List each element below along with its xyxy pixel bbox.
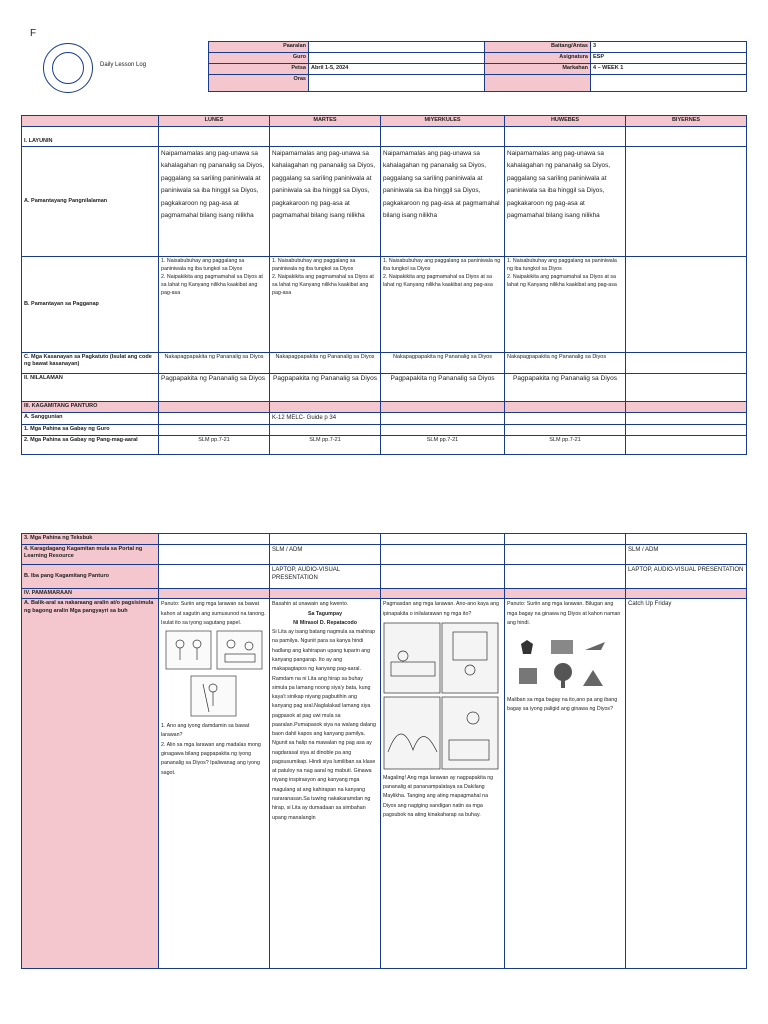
day-header: LUNES bbox=[159, 116, 270, 127]
cell-text: 2. Naipakikita ang pagmamahal sa Diyos at sa lahat ng Kanyang nilikha kaakibat ang pag-asa bbox=[272, 273, 374, 296]
cell-text: SLM pp.7-21 bbox=[159, 436, 270, 455]
day-header: HUWEBES bbox=[505, 116, 626, 127]
row-label-balik-aral: A. Balik-aral sa nakaraang aralin at/o pagsisimula ng bagong aralin Mga pangyayri sa buh bbox=[22, 599, 159, 969]
cell-text: 1. Naisabubuhay ang paggalang sa paniniwala ng iba tungkol sa Diyos bbox=[383, 258, 501, 272]
row-label-kasanayan: C. Mga Kasanayan sa Pagkatuto (Isulat ang code ng bawat kasanayan) bbox=[22, 353, 159, 374]
label-paaralan: Paaralan bbox=[209, 42, 309, 53]
corner-letter: F bbox=[30, 28, 37, 39]
cell-text: LAPTOP, AUDIO-VISUAL PRESENTATION bbox=[270, 565, 381, 589]
cell-text: LAPTOP, AUDIO-VISUAL PRESENTATION bbox=[626, 565, 747, 589]
cell-text: Naipamamalas ang pag-unawa sa kahalagahan ng pananalig sa Diyos, paggalang sa sariling paniniwala at paniniwala sa iba hinggil sa Diyos, pagkakaroon ng pag-asa at pagmamahal bilang isang nilikha bbox=[159, 147, 270, 257]
blank-cell bbox=[485, 75, 591, 92]
deped-seal-logo bbox=[43, 43, 93, 93]
cell-text: Naipamamalas ang pag-unawa sa kahalagahan ng pananalig sa Diyos, paggalang sa sariling paniniwala at paniniwala sa iba hinggil sa Diyos, pagkakaroon ng pag-asa at pagmamahal bilang isang nilikha bbox=[381, 147, 505, 257]
activity-pictures bbox=[513, 634, 613, 692]
row-label-sanggunian: A. Sanggunian bbox=[22, 413, 159, 425]
cell-text: Nakapagpapakita ng Pananalig sa Diyos bbox=[159, 353, 270, 374]
cell-text: Maliban sa mga bagay na ito,ano pa ang ibang bagay sa iyong paligid ang ginawa ng Diyos? bbox=[507, 697, 618, 713]
row-label-pamantayang-pangnilalaman: A. Pamantayang Pangnilalaman bbox=[22, 147, 159, 257]
story-text: Si Lita ay isang batang nagmula sa mahirap na pamilya. Ngunit para sa kanya hindi hadlang ang kahirapan upang tuparin ang kanyang pangarap. Ito ay ang makapagtapos ng kanyang pag-aaral. Ramdam na ni Lita ang hirap sa buhay simula pa lamang noong siya'y bata, kung kaya't sinikap niyang pagbutihin ang kanyang pag aral.Naglalakad lamang siya pagpasok at pag uwi mula sa paaralan.Pumapasok siya na walang dalang baon dahil kapos ang kanyang pamilya. Ngunit sa halip na mawalan ng pag asa ay nagdarasal siya at dinoble pa ang pagsusumikap. Hindi siya lumiliban sa klase at patuloy na nag aaral ng mabuti. Ginawa niyang inspirasyon ang kanyang mga magulang at ang kahirapan na kanyang nararanasan.Sa tuwing nakakaramdan ng hirap, si Lita ay dumadaan sa simbahan upang manalangin bbox=[272, 629, 376, 821]
cell-text: 1. Naisabubuhay ang paggalang sa paniniwala ng iba tungkol sa Diyos bbox=[272, 258, 356, 272]
cell-text: Pagpapakita ng Pananalig sa Diyos bbox=[381, 374, 505, 402]
cell-text: Nakapagpapakita ng Pananalig sa Diyos bbox=[270, 353, 381, 374]
cell-text: Pagpapakita ng Pananalig sa Diyos bbox=[270, 374, 381, 402]
cell-text: SLM pp.7-21 bbox=[505, 436, 626, 455]
cell-text: 2. Naipakikita ang pagmamahal sa Diyos at sa lahat ng Kanyang nilikha kaakibat ang pag-asa bbox=[383, 273, 493, 288]
cell-text: Panuto: Suriin ang mga larawan sa bawat kahon at sagutin ang sumusunod na tanong. Isulat ito sa iyong sagutang papel. bbox=[161, 601, 266, 626]
day-header: MARTES bbox=[270, 116, 381, 127]
value-paaralan bbox=[309, 42, 485, 53]
cell-text: K-12 MELC- Guide p 34 bbox=[270, 413, 381, 425]
corner-cell bbox=[22, 116, 159, 127]
value-guro bbox=[309, 53, 485, 64]
blank-cell bbox=[591, 75, 747, 92]
story-title: Sa Tagumpay bbox=[307, 610, 343, 617]
label-oras: Oras bbox=[209, 75, 309, 92]
row-label-iba-pang-kagamitan: B. Iba pang Kagamitang Panturo bbox=[22, 565, 159, 589]
cell-text: Pagmasdan ang mga larawan. Ano-ano kaya ang ipinapakita o inilalarawan ng mga ito? bbox=[383, 601, 500, 617]
row-label-gabay-mag-aaral: 2. Mga Pahina sa Gabay ng Pang-mag-aaral bbox=[22, 436, 159, 455]
value-markahan: 4 – WEEK 1 bbox=[591, 64, 747, 75]
row-label-teksbuk: 3. Mga Pahina ng Teksbuk bbox=[22, 534, 159, 545]
section-pamamaraan: IV. PAMAMARAAN bbox=[22, 589, 159, 599]
cell-text: 2. Naipakikita ang pagmamahal sa Diyos at sa lahat ng Kanyang nilikha kaakibat ang pag-asa bbox=[161, 273, 263, 296]
cell-text: SLM pp.7-21 bbox=[381, 436, 505, 455]
cell-text: SLM / ADM bbox=[270, 545, 381, 565]
label-guro: Guro bbox=[209, 53, 309, 64]
label-petsa: Petsa bbox=[209, 64, 309, 75]
lesson-table-page1 bbox=[21, 115, 747, 455]
row-label-gabay-guro: 1. Mga Pahina sa Gabay ng Guro bbox=[22, 425, 159, 436]
row-label-karagdagang-kagamitan: 4. Karagdagang Kagamitan mula sa Portal ng Learning Resource bbox=[22, 545, 159, 565]
row-label-nilalaman: II. NILALAMAN bbox=[22, 374, 159, 402]
value-baitang: 3 bbox=[591, 42, 747, 53]
section-layunin: I. LAYUNIN bbox=[22, 127, 159, 147]
cell-text: Catch Up Friday bbox=[626, 599, 747, 969]
cell-text: Naipamamalas ang pag-unawa sa kahalagahan ng pananalig sa Diyos, paggalang sa sariling paniniwala at paniniwala sa iba hinggil sa Diyos, pagkakaroon ng pag-asa at pagmamahal bilang isang nilikha bbox=[270, 147, 381, 257]
story-author: Ni Mirasol D. Repatacodo bbox=[293, 619, 357, 626]
day-header: BIYERNES bbox=[626, 116, 747, 127]
label-baitang: Baitang/Antas bbox=[485, 42, 591, 53]
cell-text: SLM pp.7-21 bbox=[270, 436, 381, 455]
cell-text: Pagpapakita ng Pananalig sa Diyos bbox=[505, 374, 626, 402]
cell-text: 2. Alin sa mga larawan ang madalas mong ginagawa bilang pagpapakita ng iyong pananalig sa Diyos? Ipaliwanag ang iyong sagot. bbox=[161, 741, 261, 776]
value-asignatura: ESP bbox=[591, 53, 747, 64]
cell-text: Nakapagpapakita ng Pananalig sa Diyos bbox=[381, 353, 505, 374]
cell-text: 1. Naisabubuhay ang paggalang sa paniniwala ng iba tungkol sa Diyos bbox=[161, 258, 245, 272]
activity-pictures bbox=[165, 630, 265, 718]
header-table bbox=[208, 41, 747, 92]
cell-text: Nakapagpapakita ng Pananalig sa Diyos bbox=[505, 353, 626, 374]
cell-text: Panuto: Suriin ang mga larawan. Bilugan ang mga bagay na ginawa ng Diyos at kahon naman ang hindi. bbox=[507, 601, 621, 626]
activity-pictures bbox=[383, 622, 499, 770]
lesson-table-page2 bbox=[21, 533, 747, 969]
cell-text: SLM / ADM bbox=[626, 545, 747, 565]
cell-text: Naipamamalas ang pag-unawa sa kahalagahan ng pananalig sa Diyos, paggalang sa sariling paniniwala at paniniwala sa iba hinggil sa Diyos, pagkakaroon ng pag-asa at pagmamahal bilang isang nilikha bbox=[505, 147, 626, 257]
doc-title: Daily Lesson Log bbox=[100, 62, 147, 68]
label-asignatura: Asignatura bbox=[485, 53, 591, 64]
day-header: MIYERKULES bbox=[381, 116, 505, 127]
cell-text: 1. Naisabubuhay ang paggalang sa paniniwala ng iba tungkol sa Diyos bbox=[507, 258, 617, 272]
value-oras bbox=[309, 75, 485, 92]
cell-text: 1. Ano ang iyong damdamin sa bawat larawan? bbox=[161, 723, 250, 739]
section-kagamitan: III. KAGAMITANG PANTURO bbox=[22, 402, 159, 413]
cell-text: Magaling! Ang mga larawan ay nagpapakita ng pananalig at pananampalataya sa Dakilang Maylikha. Tanging ang ating mapagmahal na Diyos ang nagiging sandigan natin sa mga pagsubok na ating kinakaharap sa buhay. bbox=[383, 774, 494, 819]
cell-text: Pagpapakita ng Pananalig sa Diyos bbox=[159, 374, 270, 402]
label-markahan: Markahan bbox=[485, 64, 591, 75]
row-label-pamantayan-pagganap: B. Pamantayan sa Pagganap bbox=[22, 257, 159, 353]
value-petsa: Abril 1-5, 2024 bbox=[309, 64, 485, 75]
cell-text: 2. Naipakikita ang pagmamahal sa Diyos at sa lahat ng Kanyang nilikha kaakibat ang pag-asa bbox=[507, 273, 617, 288]
cell-text: Basahin at unawain ang kwento. bbox=[272, 601, 349, 608]
